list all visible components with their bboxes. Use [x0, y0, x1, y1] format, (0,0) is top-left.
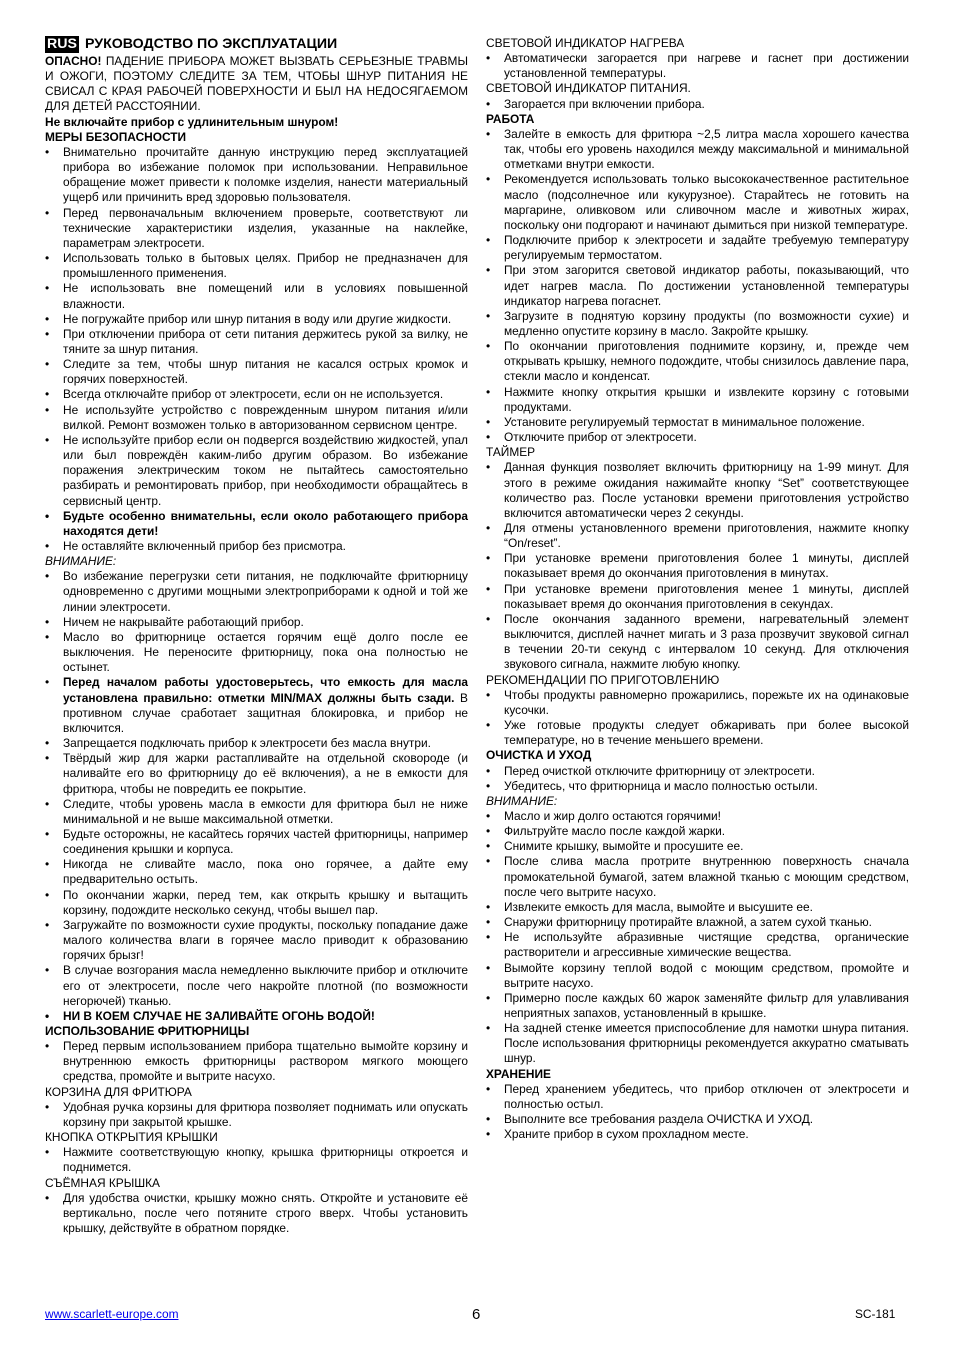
document-title: РУКОВОДСТВО ПО ЭКСПЛУАТАЦИИ [84, 36, 338, 52]
list-item: • Перед первым использованием прибора тщательно вымойте корзину и внутреннюю емкость фритюрницы раствором мягкого моющего средства, промойте и вытрите насухо. [45, 1039, 468, 1084]
list-item: • Фильтруйте масло после каждой жарки. [486, 824, 909, 839]
cleaning-attention-heading: ВНИМАНИЕ: [486, 793, 558, 808]
list-item: • Снимите крышку, вымойте и просушите ее. [486, 839, 909, 854]
list-item: • Снаружи фритюрницу протирайте влажной, а затем сухой тканью. [486, 915, 909, 930]
minmax-bold-text: Перед началом работы удостоверьтесь, что емкость для масла установлена правильно: отметки MIN/MAX должны быть сзади. [63, 675, 468, 705]
heat-indicator-heading: СВЕТОВОЙ ИНДИКАТОР НАГРЕВА [486, 36, 685, 50]
removable-lid-heading: СЪЁМНАЯ КРЫШКА [45, 1175, 160, 1190]
list-item: • Во избежание перегрузки сети питания, не подключайте фритюрницу одновременно с другими мощными электроприборами к одной и той же линии электросети. [45, 569, 468, 614]
list-item: • При отключении прибора от сети питания держитесь рукой за вилку, не тяните за шнур питания. [45, 327, 468, 357]
timer-heading: ТАЙМЕР [486, 445, 536, 460]
list-item: • Следите за тем, чтобы шнур питания не касался острых кромок и горячих поверхностей. [45, 357, 468, 387]
list-item: • При установке времени приготовления более 1 минуты, дисплей показывает время до окончания приготовления в минутах. [486, 551, 909, 581]
basket-list [45, 1100, 468, 1130]
list-item: • Установите регулируемый термостат в минимальное положение. [486, 415, 909, 430]
lid-button-list [45, 1145, 468, 1175]
website-link[interactable]: www.scarlett-europe.com [45, 1307, 179, 1321]
list-item: • Всегда отключайте прибор от электросети, если он не используется. [45, 387, 468, 402]
list-item: • Не используйте прибор если он подвергся воздействию жидкостей, упал или был повреждён каким-либо другим образом. Во избежание поражения электрическим током не пытайтесь самостоятельно разбирать и ремонтировать прибор, при необходимости обращайтесь в сервисный центр. [45, 433, 468, 509]
page-number: 6 [472, 1306, 481, 1323]
list-item: • Нажмите соответствующую кнопку, крышка фритюрницы откроется и поднимется. [45, 1145, 468, 1175]
removable-lid-list [45, 1191, 468, 1236]
list-item: • Удобная ручка корзины для фритюра позволяет поднимать или опускать корзину при закрытой крышке. [45, 1100, 468, 1130]
list-item: • После окончания заданного времени, нагревательный элемент выключится, дисплей начнет мигать и 3 раза прозвучит звуковой сигнал в течении 20-ти секунд с интервалом 10 секунд. Для отключения звукового сигнала, нажмите любую кнопку. [486, 612, 909, 673]
list-item: • Храните прибор в сухом прохладном месте. [486, 1127, 909, 1142]
list-item: • После слива масла протрите внутреннюю поверхность сначала промокательной бумагой, затем влажной тканью с моющим средством, после чего вытрите насухо. [486, 854, 909, 899]
list-item: • Загорается при включении прибора. [486, 97, 909, 112]
usage-list [45, 1039, 468, 1084]
usage-heading: ИСПОЛЬЗОВАНИЕ ФРИТЮРНИЦЫ [45, 1024, 250, 1038]
danger-label: ОПАСНО! [45, 54, 102, 68]
document-title-row [45, 36, 468, 53]
list-item: • Вымойте корзину теплой водой с моющим средством, промойте и вытрите насухо. [486, 961, 909, 991]
cleaning-heading: ОЧИСТКА И УХОД [486, 748, 592, 763]
list-item: • Масло во фритюрнице остается горячим ещё долго после ее выключения. Не переносите фритюрницу, пока она полностью не остынет. [45, 630, 468, 675]
cleaning-attention-list [486, 809, 909, 1067]
safety-heading: МЕРЫ БЕЗОПАСНОСТИ [45, 129, 187, 144]
left-column [45, 36, 468, 1236]
list-item: • Ничем не накрывайте работающий прибор. [45, 615, 468, 630]
list-item: • Выполните все требования раздела ОЧИСТКА И УХОД. [486, 1112, 909, 1127]
attention-list [45, 569, 468, 1024]
minmax-item [45, 675, 468, 736]
list-item: • Перед хранением убедитесь, что прибор отключен от электросети и полностью остыл. [486, 1082, 909, 1112]
basket-heading: КОРЗИНА ДЛЯ ФРИТЮРА [45, 1084, 192, 1099]
list-item: • В случае возгорания масла немедленно выключите прибор и отключите его от электросети, после чего накройте плотной (по возможности негорючей) тканью. [45, 963, 468, 1008]
list-item: • Не использовать вне помещений или в условиях повышенной влажности. [45, 281, 468, 311]
list-item: • Масло и жир долго остаются горячими! [486, 809, 909, 824]
list-item: • Не оставляйте включенный прибор без присмотра. [45, 539, 468, 554]
list-item: • Для отмены установленного времени приготовления, нажмите кнопку “On/reset”. [486, 521, 909, 551]
list-item: • Залейте в емкость для фритюра ~2,5 литра масла хорошего качества так, чтобы его уровень находился между максимальной и минимальной отметками внутри емкости. [486, 127, 909, 172]
timer-list [486, 460, 909, 672]
list-item: • Примерно после каждых 60 жарок заменяйте фильтр для улавливания неприятных запахов, установленный в крышке. [486, 991, 909, 1021]
list-item: • Уже готовые продукты следует обжаривать при более высокой температуре, но в течение меньшего времени. [486, 718, 909, 748]
list-item: • На задней стенке имеется приспособление для намотки шнура питания. После использования фритюрницы рекомендуется аккуратно сматывать шнур. [486, 1021, 909, 1066]
extension-cord-warning: Не включайте прибор с удлинительным шнуром! [45, 114, 339, 129]
list-item: • Для удобства очистки, крышку можно снять. Откройте и установите её вертикально, после чего потяните строго вверх. Чтобы установить крышку, действуйте в обратном порядке. [45, 1191, 468, 1236]
list-item: • Подключите прибор к электросети и задайте требуемую температуру регулируемым термостатом. [486, 233, 909, 263]
list-item: • По окончании приготовления поднимите корзину, и, прежде чем открывать крышку, немного подождите, чтобы снизилось давление пара, стекли масло и конденсат. [486, 339, 909, 384]
list-item: • Отключите прибор от электросети. [486, 430, 909, 445]
language-badge: RUS [47, 36, 77, 52]
children-warning-item: • Будьте особенно внимательны, если около работающего прибора находятся дети! [45, 509, 468, 539]
storage-list [486, 1082, 909, 1143]
power-indicator-heading: СВЕТОВОЙ ИНДИКАТОР ПИТАНИЯ. [486, 81, 691, 96]
list-item: • Твёрдый жир для жарки растапливайте на отдельной сковороде (и наливайте его во фритюрницу до её включения), а не в емкости для фритюра, чтобы не повредить ее покрытие. [45, 751, 468, 796]
operation-list [486, 127, 909, 445]
list-item: • Никогда не сливайте масло, пока оно горячее, а дайте ему предварительно остыть. [45, 857, 468, 887]
list-item: • Загружайте по возможности сухие продукты, поскольку попадание даже малого количества влаги в горячее масло приводит к образованию горячих брызг! [45, 918, 468, 963]
list-item: • Извлеките емкость для масла, вымойте и высушите ее. [486, 900, 909, 915]
list-item: • Убедитесь, что фритюрница и масло полностью остыли. [486, 779, 909, 794]
list-item: • Запрещается подключать прибор к электросети без масла внутри. [45, 736, 468, 751]
operation-heading: РАБОТА [486, 111, 535, 126]
list-item: • Чтобы продукты равномерно прожарились, порежьте их на одинаковые кусочки. [486, 688, 909, 718]
danger-text: ПАДЕНИЕ ПРИБОРА МОЖЕТ ВЫЗВАТЬ СЕРЬЕЗНЫЕ ТРАВМЫ И ОЖОГИ, ПОЭТОМУ СЛЕДИТЕ ЗА ТЕМ, ЧТОБЫ ШНУР ПИТАНИЯ НЕ СВИСАЛ С КРАЯ РАБОЧЕЙ ПОВЕРХНОСТИ И БЫЛ НА НЕДОСЯГАЕМОМ ДЛЯ ДЕТЕЙ РАССТОЯНИИ. [45, 54, 468, 114]
list-item: • Автоматически загорается при нагреве и гаснет при достижении установленной температуры. [486, 51, 909, 81]
heat-indicator-list [486, 51, 909, 81]
danger-warning [45, 54, 468, 115]
safety-list [45, 145, 468, 554]
list-item: • Следите, чтобы уровень масла в емкости для фритюра был не ниже минимальной и не выше максимальной отметки. [45, 797, 468, 827]
tips-heading: РЕКОМЕНДАЦИИ ПО ПРИГОТОВЛЕНИЮ [486, 672, 720, 687]
list-item: • Данная функция позволяет включить фритюрницу на 1-99 минут. Для этого в режиме ожидания нажимайте кнопку “Set” соответствующее количество раз. После установки времени приготовления устройство включится автоматически через 2 секунды. [486, 460, 909, 521]
list-item: • Нажмите кнопку открытия крышки и извлеките корзину с готовыми продуктами. [486, 385, 909, 415]
list-item: • Не используйте устройство с поврежденным шнуром питания и/или вилкой. Ремонт возможен только в авторизованном сервисном центре. [45, 403, 468, 433]
list-item: • Загрузите в поднятую корзину продукты (по возможности сухие) и медленно опустите корзину в масло. Закройте крышку. [486, 309, 909, 339]
list-item: • Внимательно прочитайте данную инструкцию перед эксплуатацией прибора во избежание поломок при использовании. Неправильное обращение может привести к поломке изделия, нанести материальный ущерб или причинить вред здоровью пользователя. [45, 145, 468, 206]
list-item: • Рекомендуется использовать только высококачественное растительное масло (подсолнечное или кукурузное). Старайтесь не готовить на маргарине, оливковом или сливочном масле и животных жирах, поскольку они подгорают и начинают дымиться при низкой температуре. [486, 172, 909, 233]
power-indicator-list [486, 97, 909, 112]
model-number: SC-181 [855, 1307, 896, 1321]
list-item: • При установке времени приготовления менее 1 минуты, дисплей показывает время до окончания приготовления в секундах. [486, 582, 909, 612]
list-item: • Не погружайте прибор или шнур питания в воду или другие жидкости. [45, 312, 468, 327]
storage-heading: ХРАНЕНИЕ [486, 1066, 551, 1081]
lid-button-heading: КНОПКА ОТКРЫТИЯ КРЫШКИ [45, 1130, 218, 1145]
fire-warning-item: • НИ В КОЕМ СЛУЧАЕ НЕ ЗАЛИВАЙТЕ ОГОНЬ ВОДОЙ! [45, 1009, 468, 1024]
minmax-normal-text: В противном случае сработает защитная блокировка, и прибор не включится. [63, 690, 468, 735]
right-column [486, 36, 909, 1142]
list-item: • Будьте осторожны, не касайтесь горячих частей фритюрницы, например соединения крышки и корпуса. [45, 827, 468, 857]
cleaning-list [486, 764, 909, 794]
tips-list [486, 688, 909, 749]
list-item: • По окончании жарки, перед тем, как открыть крышку и вытащить корзину, подождите несколько секунд, чтобы вышел пар. [45, 888, 468, 918]
list-item: • Использовать только в бытовых целях. Прибор не предназначен для промышленного применения. [45, 251, 468, 281]
list-item: • Перед первоначальным включением проверьте, соответствуют ли технические характеристики изделия, указанные на наклейке, параметрам электросети. [45, 206, 468, 251]
list-item: • Не используйте абразивные чистящие средства, органические растворители и агрессивные химические вещества. [486, 930, 909, 960]
list-item: • Перед очисткой отключите фритюрницу от электросети. [486, 764, 909, 779]
list-item: • При этом загорится световой индикатор работы, показывающий, что идет нагрев масла. По достижении установленной температуры индикатор нагрева погаснет. [486, 263, 909, 308]
attention-heading: ВНИМАНИЕ: [45, 554, 117, 569]
